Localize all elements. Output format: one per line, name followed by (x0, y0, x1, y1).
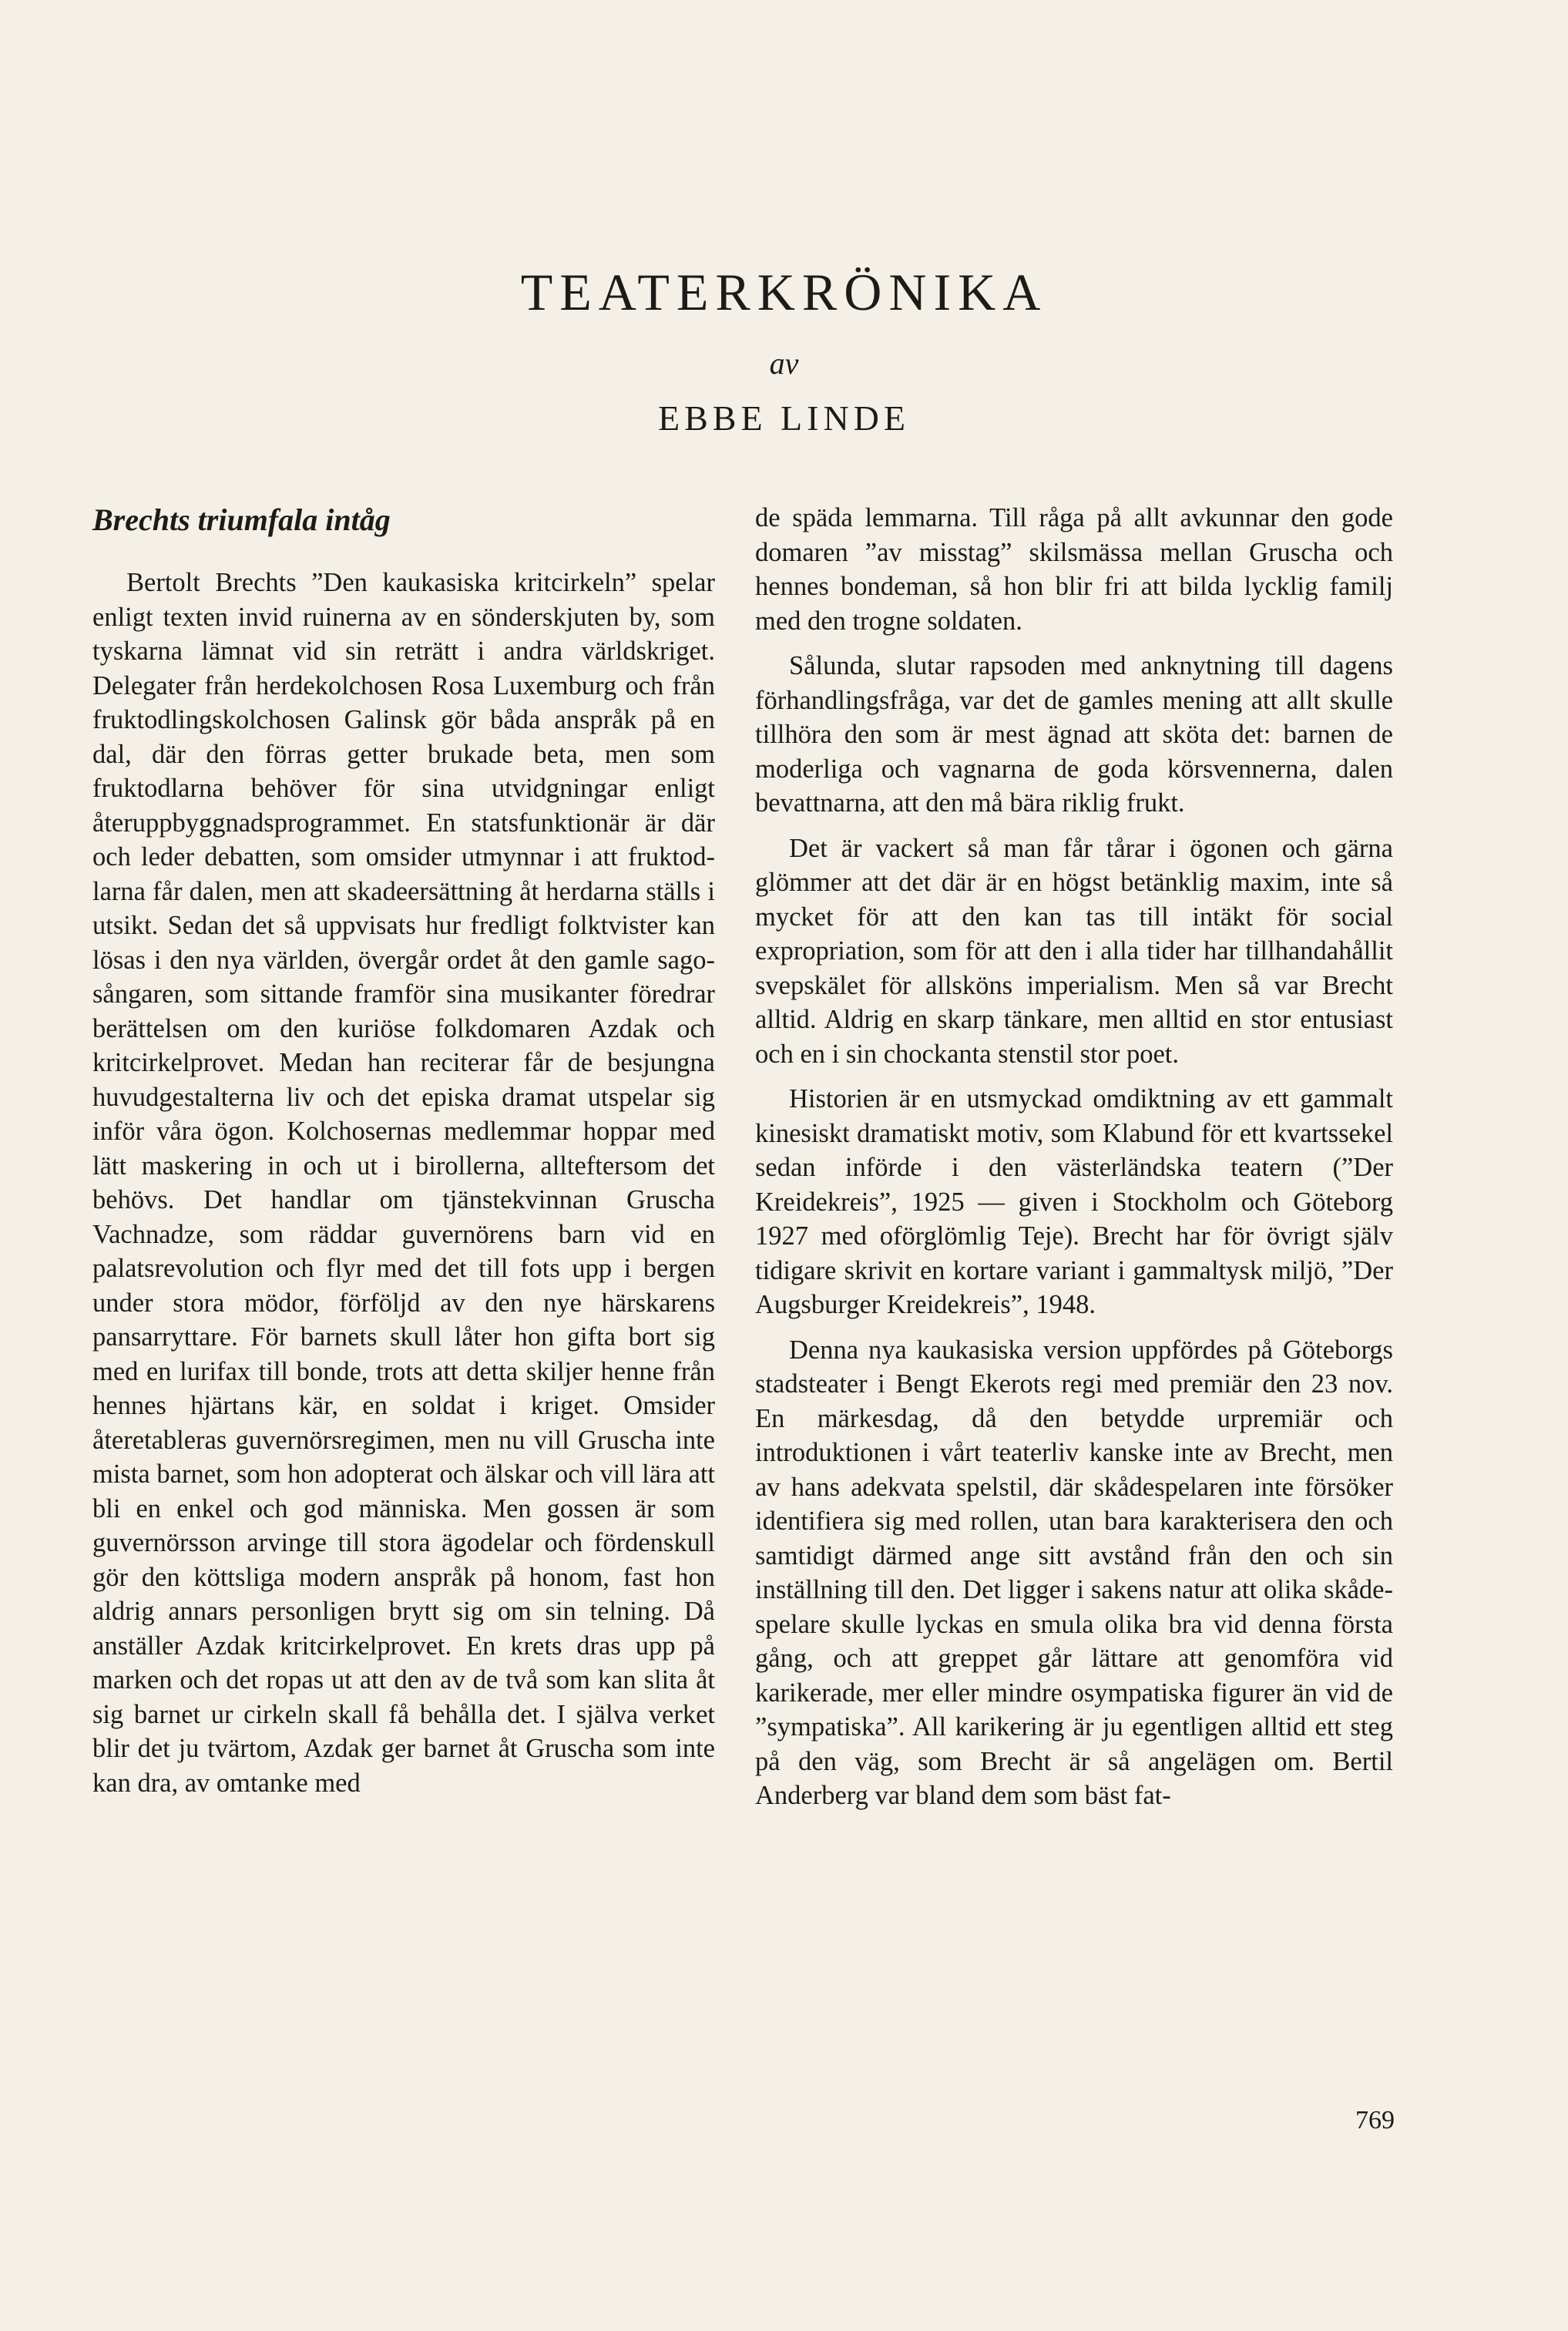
paragraph: Sålunda, slutar rapsoden med anknytning till dagens förhandlingsfråga, var det de gamles mening att allt skulle tillhöra den som är mest ägnad att sköta det: barnen de moderliga och vagnarna de goda körsvennerna, dalen bevattnarna, att den må bära riklig frukt. (755, 651, 1393, 818)
paragraph: de späda lemmarna. Till råga på allt avkunnar den gode domaren ”av misstag” skilsmässa mellan Gruscha och hennes bondeman, så hon blir fri att bilda lycklig familj med den trogne soldaten. (755, 503, 1393, 636)
right-column (755, 501, 1393, 1824)
paragraph: Denna nya kaukasiska version uppfördes på Göteborgs stadsteater i Bengt Ekerots regi med premiär den 23 nov. En märkesdag, då den betydde urpremiär och introduktionen i vårt teaterliv kanske inte av Brecht, men av hans adekvata spelstil, där skådespelaren inte försöker identifiera sig med rollen, utan bara karakterisera den och samtidigt därmed ange sitt avstånd från den och sin inställning till den. Det ligger i sakens natur att olika skådespelare skulle lyckas en smula olika bra vid denna första gång, och att greppet går lättare att genomföra vid karikerade, mer eller mindre osympatiska figurer än vid de ”sympatiska”. All karikering är ju egentligen alltid ett steg på den väg, som Brecht är så angelägen om. Bertil Anderberg var bland dem som bäst fat- (755, 1335, 1393, 1810)
paragraph: Historien är en utsmyckad omdiktning av ett gammalt kinesiskt dramatiskt motiv, som Klabund för ett kvartssekel sedan införde i den västerländska teatern (”Der Kreidekreis”, 1925 — given i Stockholm och Göteborg 1927 med oförglömlig Teje). Brecht har för övrigt själv tidigare skrivit en kortare variant i gammaltysk miljö, ”Der Augsburger Kreidekreis”, 1948. (755, 1084, 1393, 1319)
section-heading: Brechts triumfala intåg (92, 502, 391, 537)
byline: av (769, 346, 799, 381)
article-title: TEATERKRÖNIKA (520, 263, 1048, 321)
left-column (92, 501, 715, 1811)
page-number: 769 (1355, 2106, 1395, 2135)
paragraph: Bertolt Brechts ”Den kaukasiska kritcirkeln” spelar enligt texten invid ruinerna av en sönderskjuten by, som tyskarna lämnat vid sin reträtt i andra världskriget. Delegater från herdekolchosen Rosa Luxemburg och från fruktodlingskolchosen Galinsk gör båda anspråk på en dal, där den förras getter brukade beta, men som fruktodlarna behöver för sina utvidgningar enligt återuppbyggnadsprogrammet. En statsfunktionär är där och leder debatten, som omsider utmynnar i att fruktodlarna får dalen, men att skadeersättning åt herdarna ställs i utsikt. Sedan det så uppvisats hur fredligt folktvister kan lösas i den nya världen, övergår ordet åt den gamle sagosångaren, som sittande framför sina musikanter föredrar berättelsen om den kuriöse folkdomaren Azdak och kritcirkelprovet. Medan han reciterar får de besjungna huvudgestalterna liv och det episka dramat utspelar sig inför våra ögon. Kolchosernas medlemmar hoppar med lätt maskering in och ut i birollerna, allteftersom det behövs. Det handlar om tjänstekvinnan Gruscha Vachnadze, som räddar guvernörens barn vid en palatsrevolution och flyr med det till fots upp i bergen under stora mödor, förföljd av den nye härskarens pansarryttare. För barnets skull låter hon gifta bort sig med en lurifax till bonde, trots att detta skiljer henne från hennes hjärtans kär, en soldat i kriget. Omsider återetableras guvernörsregimen, men nu vill Gruscha inte mista barnet, som hon adopterat och älskar och vill lära att bli en enkel och god människa. Men gossen är som guvernörsson arvinge till stora ägodelar och fördenskull gör den köttsliga modern anspråk på honom, fast hon aldrig annars personligen brytt sig om sin telning. Då anställer Azdak kritcirkelprovet. En krets dras upp på marken och det ropas ut att den av de två som kan slita åt sig barnet ur cirkeln skall få behålla det. I själva verket blir det ju tvärtom, Azdak ger barnet åt Gruscha som inte kan dra, av omtanke med (92, 568, 715, 1798)
author-name: EBBE LINDE (657, 398, 910, 438)
paragraph: Det är vackert så man får tårar i ögonen och gärna glömmer att det där är en högst betänklig maxim, inte så mycket för att den kan tas till intäkt för social expropriation, som för att den i alla tider har tillhandahållit svepskälet för allsköns imperialism. Men så var Brecht alltid. Aldrig en skarp tänkare, men alltid en stor entusiast och en i sin chockanta stenstil stor poet. (755, 833, 1393, 1069)
